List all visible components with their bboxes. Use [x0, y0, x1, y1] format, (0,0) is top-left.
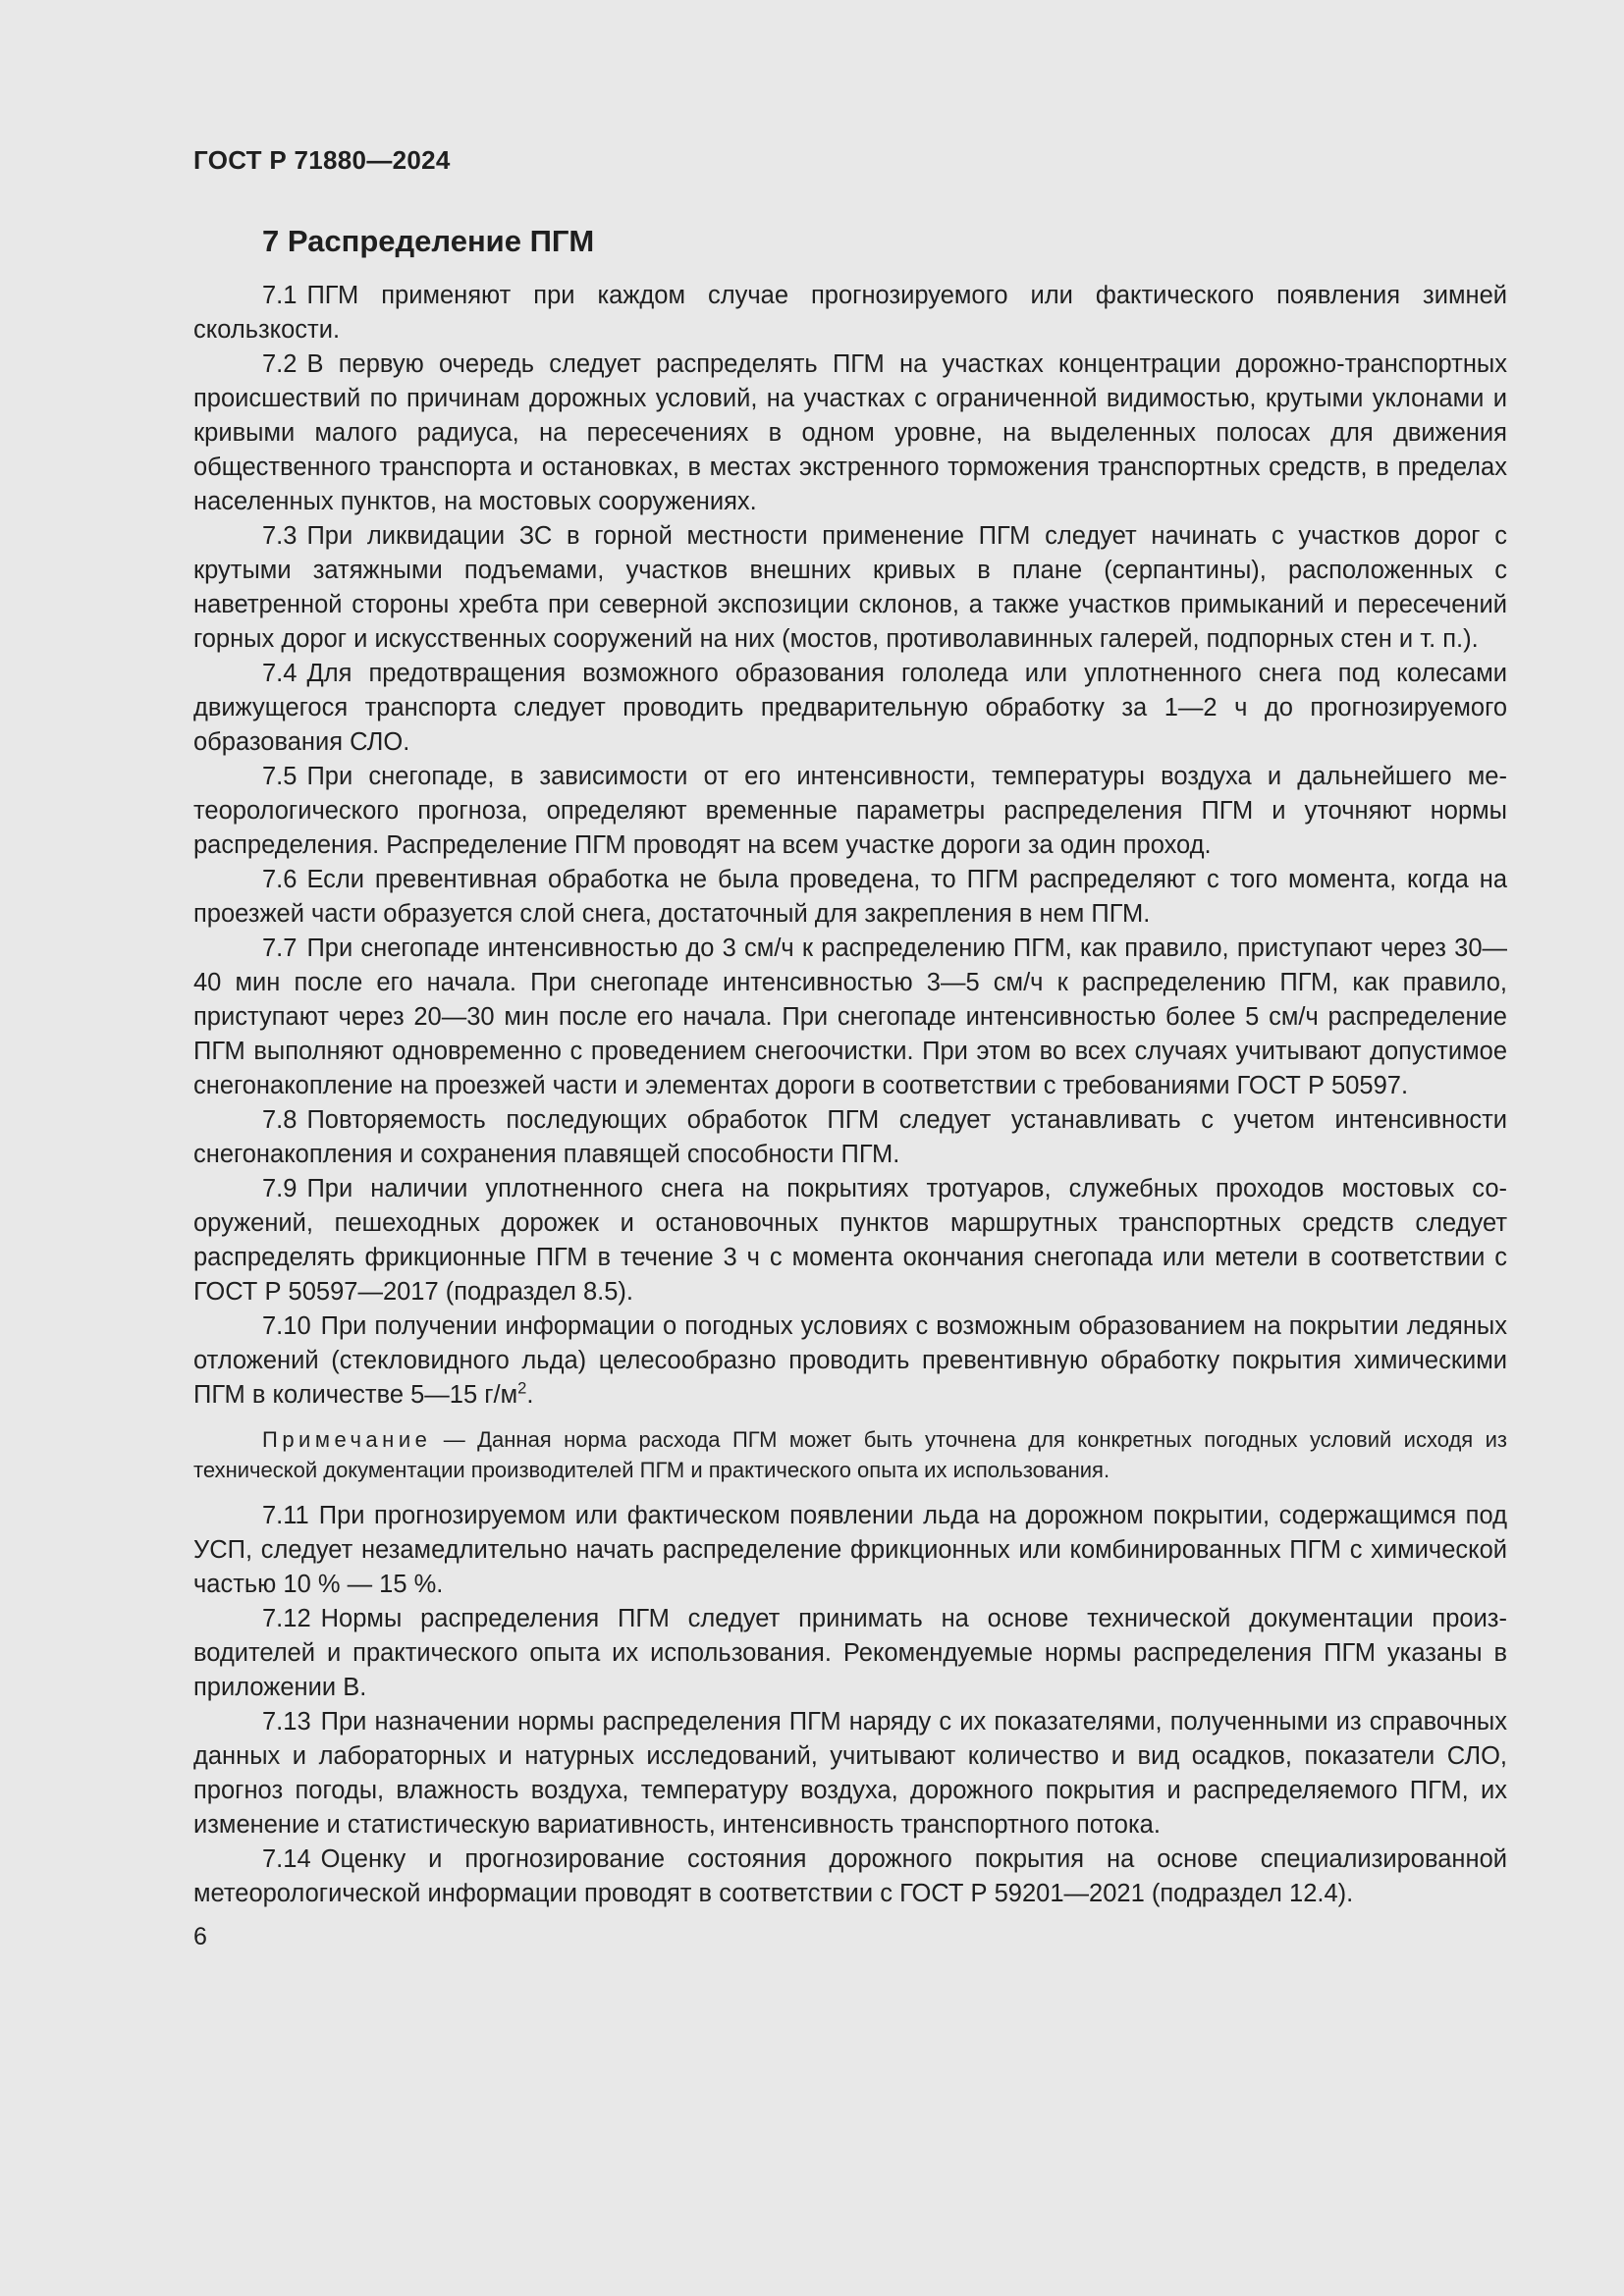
paragraph-7-1: 7.1 ПГМ применяют при каждом случае прогнозируемого или фактического появления зимней скользкости.: [193, 282, 1507, 344]
paragraph-7-8: 7.8 Повторяемость последующих обработок ПГМ следует устанавливать с учетом интенсивности снегонакопления и сохранения плавящей способности ПГМ.: [193, 1106, 1507, 1168]
paragraph-7-3: 7.3 При ликвидации ЗС в горной местности применение ПГМ следует начинать с участков дорог с крутыми затяжными подъемами, участков внешних кривых в плане (серпантины), расположенных с наветренной стороны хребта при северной экспозиции склонов, а также участков примыканий и пересечений горных дорог и искусственных сооружений на них (мостов, противолавинных галерей, подпорных стен и т. п.).: [193, 522, 1507, 653]
section-title: 7 Распределение ПГМ: [262, 224, 595, 258]
paragraph-7-2: 7.2 В первую очередь следует распределять ПГМ на участках концентрации дорожно-транспортных происшествий по причинам дорожных условий, на участках с ограниченной видимостью, крутыми уклонами и кривыми малого радиуса, на пересечениях в одном уровне, на выделенных полосах для движения общественного транспорта и остановках, в местах экстренного торможения транспортных средств, в пределах населенных пунктов, на мостовых сооружениях.: [193, 350, 1507, 515]
paragraph-7-12: 7.12 Нормы распределения ПГМ следует принимать на основе технической документации производителей и практического опыта их использования. Рекомендуемые нормы распределения ПГМ указаны в приложении В.: [193, 1605, 1507, 1701]
paragraph-7-11: 7.11 При прогнозируемом или фактическом появлении льда на дорожном покрытии, содержащимся под УСП, следует незамедлительно начать распределение фрикционных или комбинированных ПГМ с химической частью 10 % — 15 %.: [193, 1502, 1507, 1598]
note-label: Примечание: [262, 1427, 432, 1452]
paragraph-7-13: 7.13 При назначении нормы распределения ПГМ наряду с их показателями, полученными из справочных данных и лабораторных и натурных исследований, учитывают количество и вид осадков, показатели СЛО, прогноз погоды, влажность воздуха, температуру воздуха, дорожного покрытия и распределяемого ПГМ, их изменение и статистическую вариативность, интенсивность транспортного потока.: [193, 1708, 1507, 1839]
paragraph-7-14: 7.14 Оценку и прогнозирование состояния дорожного покрытия на основе специализированной метеорологической информации проводят в соответствии с ГОСТ Р 59201—2021 (подраздел 12.4).: [193, 1845, 1507, 1907]
superscript: 2: [517, 1378, 527, 1398]
note: [193, 1424, 1507, 1485]
page-number: 6: [193, 1923, 207, 1950]
note-text: — Данная норма расхода ПГМ может быть уточнена для конкретных погодных условий исходя из технической документации производителей ПГМ и практического опыта их использования.: [193, 1427, 1507, 1482]
paragraph-7-7: 7.7 При снегопаде интенсивностью до 3 см/ч к распределению ПГМ, как правило, приступают через 30—40 мин после его начала. При снегопаде интенсивностью 3—5 см/ч к распределению ПГМ, как правило, приступают через 20—30 мин после его начала. При снегопаде интенсивностью более 5 см/ч распределение ПГМ выполняют одновременно с проведением снегоочистки. При этом во всех случаях учитывают допустимое снегонакопление на проезжей части и элементах дороги в соответствии с требованиями ГОСТ Р 50597.: [193, 934, 1507, 1099]
standard-header: ГОСТ Р 71880—2024: [193, 145, 451, 175]
document-page: [193, 145, 1507, 1951]
paragraph-7-6: 7.6 Если превентивная обработка не была проведена, то ПГМ распределяют с того момента, когда на проезжей части образуется слой снега, достаточный для закрепления в нем ПГМ.: [193, 866, 1507, 928]
paragraph-7-5: 7.5 При снегопаде, в зависимости от его интенсивности, температуры воздуха и дальнейшего метеорологического прогноза, определяют временные параметры распределения ПГМ и уточняют нормы распределения. Распределение ПГМ проводят на всем участке дороги за один проход.: [193, 763, 1507, 859]
paragraph-7-10: 7.10 При получении информации о погодных условиях с возможным образованием на покрытии ледяных отложений (стекловидного льда) целесообразно проводить превентивную обработку покрытия химическими ПГМ в количестве 5—15 $г/м^2$.: [193, 1312, 1507, 1409]
paragraph-7-4: 7.4 Для предотвращения возможного образования гололеда или уплотненного снега под колесами движущегося транспорта следует проводить предварительную обработку за 1—2 ч до прогнозируемого образования СЛО.: [193, 660, 1507, 756]
paragraph-7-9: 7.9 При наличии уплотненного снега на покрытиях тротуаров, служебных проходов мостовых сооружений, пешеходных дорожек и остановочных пунктов маршрутных транспортных средств следует распределять фрикционные ПГМ в течение 3 ч с момента окончания снегопада или метели в соответствии с ГОСТ Р 50597—2017 (подраздел 8.5).: [193, 1175, 1507, 1306]
